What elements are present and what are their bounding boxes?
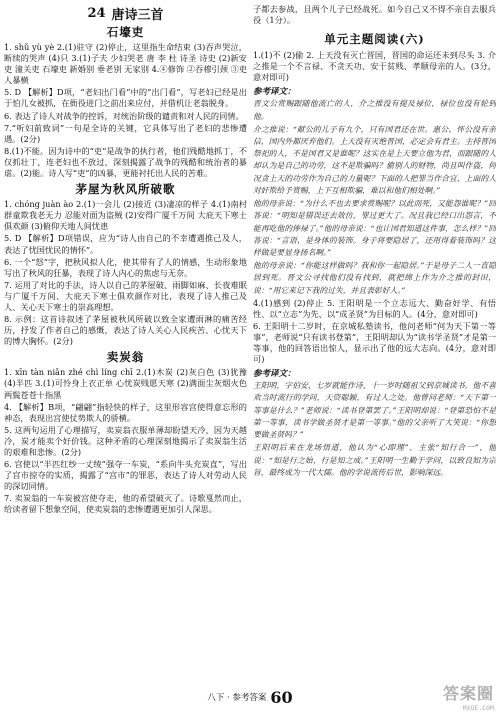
translation-paragraph: 王阳明，字伯安，七岁就能作诗，十一岁时随祖父到京城读书。他不喜欢当时流行的学问，天资聪颖，有过人之处。他曾问老师：“天下第一等事是什么？”老师说：“读书登第罢了。”王阳明却说：“登第恐怕不是第一等事，读书学做圣贤才是第一等事。”他的父亲听了大笑说：“你想要做圣贤吗？” [253,381,496,440]
translation-paragraph: 介之推说：“献公的儿子有九个，只有国君还在世。惠公、怀公没有亲信，国内外都厌弃他们。上天没有灭绝晋国，必定会有君主。主持晋国祭祀的人，不是国君又是谁呢？这实在是上天要立他为君，而跟随的人却认为是自己的功劳，这不是欺骗吗？偷别人的财物，尚且叫作盗，何况贪上天的功劳作为自己的力量呢？下面的人把罪当作合宜，上面的人对奸欺给予赏赐，上下互相欺骗，难以和他们相处啊。” [253,124,496,195]
answer-paragraph: 7. 运用了对比的手法，诗人以自己的茅屋破、雨脚如麻、长夜难眠与广厦千万间、大庇天下寒士俱欢颜作对比，表现了诗人推己及人、关心天下寒士的崇高理想。 [4,279,247,312]
translation-label: 参考译文： [253,87,296,98]
page-number: 60 [270,687,293,707]
lesson-header [4,4,247,22]
answer-paragraph: 6. 表达了诗人对战争的控诉，对统治阶级的谴责和对人民的同情。 [4,110,244,121]
answer-paragraph: 1. shǔ yù yè 2.(1)驻守 (2)停止，这里指生命结束 (3)吞声哭泣，断续的哭声 (4)只 3.(1)子夫 少妇哭老 唐 李 杜 诗圣 诗史 (2)新安吏 潼关吏 石壕吏 新婚别 垂老别 无家别 4.④修饰 ②吞穆引颈 ③吏人暴横 [4,42,247,86]
translation-paragraph: 他的母亲说：“为什么不也去要求赏赐呢？以此而死，又能怨谁呢？”回答说：“明知是错误还去效仿，罪过更大了。况且我已经口出怨言，不能再吃他的俸禄了。”他的母亲说：“也让国君知道这件事，怎么样？”回答说：“言语，是身体的装饰。身子将要隐居了，还用得着装饰吗？这样做是要显身扬名啊。” [253,199,496,257]
translation-label: 参考译文： [253,369,296,380]
footer-label: 八下 · 参考答案 [207,693,267,703]
section-title-maowu: 茅屋为秋风所破歌 [75,182,176,197]
site-watermark [412,682,494,710]
answer-paragraph: 6. 宫使以“半匹红纱一丈绫”强夺一车炭，“系向牛头充炭直”，写出了宫市掠夺的实质，揭露了“宫市”的罪恶，表达了诗人对劳动人民的深切同情。 [4,459,247,492]
section-title-shihaoli: 石壕吏 [106,25,145,39]
lesson-title: 唐诗三首 [111,7,164,23]
answer-paragraph: 1. chóng juàn ào 2.(1)一会儿 (2)接近 (3)凄凉的样子 4.(1)南村群童欺我老无力 忍能对面为盗贼 (2)安得广厦千万间 大庇天下寒士俱欢颜 (3)俯仰天地人间忧患 [4,199,247,232]
answer-paragraph: 8. 示例：这首诗叙述了茅屋被秋风所破以致全家遭雨淋的痛苦经历，抒发了作者自己的感慨，表达了诗人关心人民疾苦、心忧天下的博大胸怀。(2分) [4,314,247,347]
lesson-number: 24 [87,5,106,21]
watermark-url: MXQE.COM [462,703,494,712]
answer-paragraph: 7.“听妇前致词”一句是全诗的关键，它具体写出了老妇的悲惨遭遇。(2分) [4,122,247,144]
section-title-maitanweng: 卖炭翁 [106,350,145,365]
answer-paragraph: 1. xīn tàn niǎn zhé chì líng chī 2.(1)木炭 (2)灰白色 (3)犹豫 (4)半匹 3.(1)可怜身上衣正单 心忧炭贱愿天寒 (2)满面尘灰烟火色 两鬓苍苍十指黑 [4,367,247,400]
answer-paragraph: 5. D 【解析】D项错误，应为“诗人由自己的不幸遭遇推己及人，表达了忧国忧民的情怀”。 [4,233,247,255]
answer-paragraph: 5. D 【解析】D项，“老妇出门看”中的“出门看”，写老妇已经是出于怕儿女被抓，在衙役进门之前出来应付，并借机让老翁脱身。 [4,87,247,109]
answer-paragraph: 1.(1)不 (2)偷 2. 上天没有灭亡晋国，晋国的命运还未到尽头 3. 介之推是一个不言禄、不贪天功、安于贫贱、孝顺母亲的人。(3分，意对即可) [253,50,496,83]
left-column [4,4,247,690]
answer-paragraph: 子都去参战，且两个儿子已经战死。如今自己又不得不亲自去服兵役（1分）。 [253,4,496,26]
answer-paragraph: 7. 卖炭翁的一车炭被宫使夺走，他的希望破灭了。诗歌戛然而止，给读者留下想象空间，使卖炭翁的悲惨遭遇更加引人深思。 [4,493,247,515]
translation-paragraph: 王阳明后来在龙场悟道，他认为“心即理”，主张“知行合一”，他说：“知是行之始，行是知之成。”王阳明一生勤于学问，以致良知为宗旨，最终成为一代大儒。他的学说流传后世，影响深远。 [253,443,496,477]
answer-paragraph: 8.(1)不能。因为诗中的“吏”是战争的执行者，他们残酷地抓丁，不仅抓壮丁，连老妇也不放过，深刻揭露了战争的残酷和统治者的暴虐。(2)能。诗人写“吏”的凶暴，更能衬托出人民的苦难。 [4,145,247,179]
unit-title: 单元主题阅读(六) [324,32,425,47]
answer-page [4,4,496,690]
answer-paragraph: 5. 这两句运用了心理描写，卖炭翁衣服单薄却盼望天冷，因为天越冷，炭才能卖个好价钱。这种矛盾的心理深刻地揭示了卖炭翁生活的艰难和悲惨。(2分) [4,424,247,457]
watermark-text: 答案圈 [442,683,494,703]
translation-paragraph: 晋文公赏赐跟随他流亡的人，介之推没有提及禄位，禄位也没有轮到他。 [253,99,496,121]
translation-paragraph: 他的母亲说：“你能这样做吗？我和你一起隐居。”于是母子二人一直隐居到死。晋文公寻找他们没有找到，就把绵上作为介之推的封田，说：“用它来记下我的过失，并且表彰好人。” [253,261,496,295]
answer-paragraph: 4. 【解析】B项，“翩翩”指轻快的样子，这里形容宫使得意忘形的神态，表现出宫使仗势欺人的骄横。 [4,401,247,423]
right-column [253,4,496,690]
answer-paragraph: 6. 一个“怒”字，把秋风拟人化，使其带有了人的情感，生动形象地写出了秋风的狂暴，表现了诗人内心的焦虑与无奈。 [4,256,247,278]
answer-paragraph: 6. 王阳明十二岁时，在京城私塾读书，他问老师“何为天下第一等事”，老师说“只有读书登第”，王阳明却认为“读书学圣贤”才是第一等事，他的回答语出惊人，显示出了他的远大志向。(4分，意对即可) [253,320,496,365]
answer-paragraph: 4.(1)感到 (2)停止 5. 王阳明是一个立志远大、勤奋好学、有悟性、以“立志”为先、以“成圣贤”为目标的人。(4分，意对即可) [253,297,496,319]
